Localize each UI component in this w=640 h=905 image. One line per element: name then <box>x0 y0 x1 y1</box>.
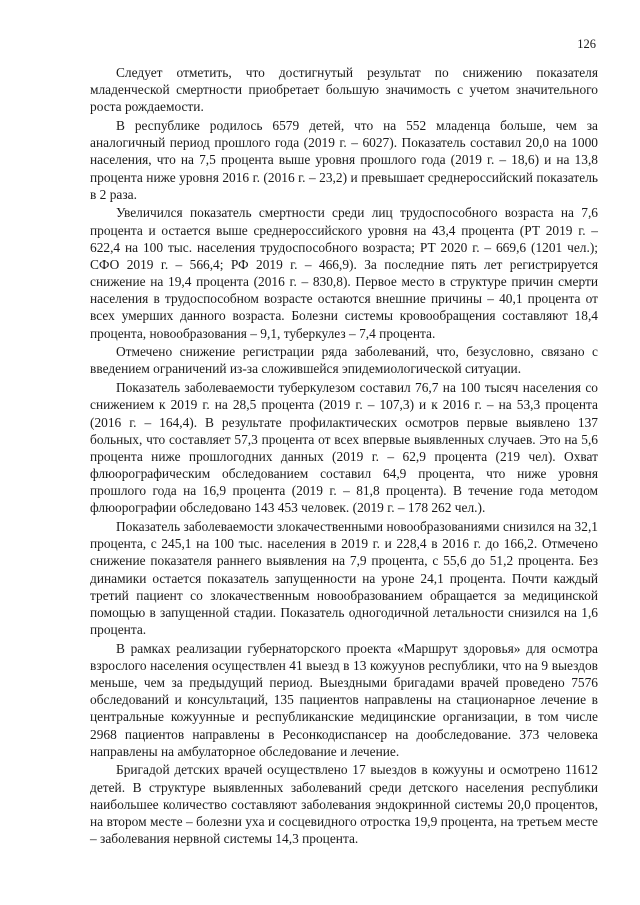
page-number: 126 <box>577 37 596 51</box>
paragraph-tuberculosis: Показатель заболеваемости туберкулезом составил 76,7 на 100 тысяч населения со снижением к 2019 г. на 28,5 процента (2019 г. – 107,3) и к 2016 г. – на 53,3 процента (2016 г. – 164,4). В результате профилактических осмотров первые выявлено 137 больных, что составляет 57,3 процента от всех впервые выявленных случаев. Это на 5,6 процента ниже прошлогодних данных (2019 г. – 62,9 процента (219 чел). Охват флюорографическим обследованием составил 64,9 процента, что ниже уровня прошлого года на 16,9 процента (2019 г. – 81,8 процента). В течение года методом флюорографии обследовано 143 453 человек. (2019 г. – 178 262 чел.). <box>90 380 598 516</box>
paragraph-health-route-project: В рамках реализации губернаторского проекта «Маршрут здоровья» для осмотра взрослого населения осуществлен 41 выезд в 13 кожуунов республики, что на 9 выездов меньше, чем за предыдущий период. Выездными бригадами врачей проведено 7576 обследований и консультаций, 135 пациентов направлены на стационарное лечение в центральные кожуунные и республиканские медицинские организации, в том числе 2968 пациентов направлены в Ресонкодиспансер на дообследование. 373 человека направлены на амбулаторное обследование и лечение. <box>90 640 598 759</box>
paragraph-oncology: Показатель заболеваемости злокачественными новообразованиями снизился на 32,1 процента, с 245,1 на 100 тыс. населения в 2019 г. и 228,4 в 2016 г. до 166,2. Отмечено снижение показателя раннего выявления на 7,9 процента, с 55,6 до 51,2 процента. Без динамики остается показатель запущенности на уроне 24,1 процента. Почти каждый третий пациент со злокачественным новообразованием обращается за медицинской помощью в запущенной стадии. Показатель одногодичной летальности снизился на 1,6 процента. <box>90 519 598 637</box>
paragraph-registration-decline: Отмечено снижение регистрации ряда заболеваний, что, безусловно, связано с введением ограничений из-за сложившейся эпидемиологической ситуации. <box>90 344 598 377</box>
body-text <box>90 64 598 849</box>
paragraph-working-age-mortality: Увеличился показатель смертности среди лиц трудоспособного возраста на 7,6 процента и остается выше среднероссийского уровня на 43,4 процента (РТ 2019 г. – 622,4 на 100 тыс. населения трудоспособного возраста; РТ 2020 г. – 669,6 (1201 чел.); СФО 2019 г. – 566,4; РФ 2019 г. – 466,9). За последние пять лет регистрируется снижение на 19,4 процента (2016 г. – 830,8). Первое место в структуре причин смерти населения в трудоспособном возрасте остаются внешние причины – 40,1 процента от всех умерших данного возраста. Болезни системы кровообращения составляют 18,4 процента, новообразования – 9,1, туберкулез – 7,4 процента. <box>90 205 598 341</box>
paragraph-children-examinations: Бригадой детских врачей осуществлено 17 выездов в кожууны и осмотрено 11612 детей. В структуре выявленных заболеваний среди детского населения республики наибольшее количество составляют заболевания эндокринной системы 20,0 процентов, на втором месте – болезни уха и сосцевидного отростка 19,9 процента, на третьем месте – заболевания нервной системы 14,3 процента. <box>90 762 598 847</box>
paragraph-births: В республике родилось 6579 детей, что на 552 младенца больше, чем за аналогичный период прошлого года (2019 г. – 6027). Показатель составил 20,0 на 1000 населения, что на 7,5 процента выше уровня прошлого года (2019 г. – 18,6) и на 13,8 процента ниже уровня 2016 г. (2016 г. – 23,2) и превышает среднероссийский показатель в 2 раза. <box>90 118 598 202</box>
paragraph-infant-mortality: Следует отметить, что достигнутый результат по снижению показателя младенческой смертности приобретает большую значимость с учетом значительного роста рождаемости. <box>90 65 598 115</box>
